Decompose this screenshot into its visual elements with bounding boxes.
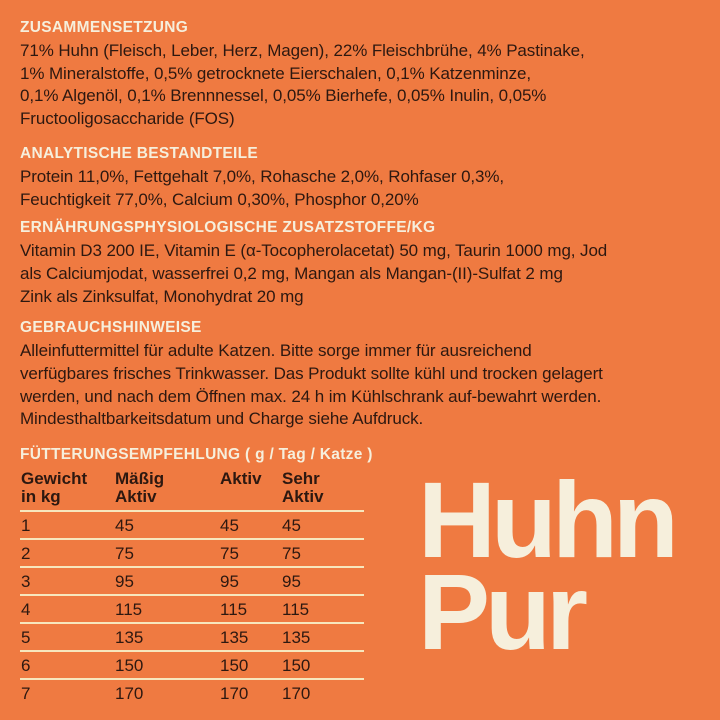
table-cell: 95 [220,572,239,592]
section-body-gebrauchshinweise [20,340,696,431]
section-body-analytische-bestandteile [20,166,696,211]
feeding-table-header [20,470,364,510]
column-header-aktiv: Aktiv [220,469,262,489]
table-cell: 170 [115,684,144,704]
table-cell: 6 [21,656,31,676]
product-name-line-2: Pur [418,551,584,672]
table-row [20,650,364,678]
table-cell: 2 [21,544,31,564]
text-line: 1% Mineralstoffe, 0,5% getrocknete Eierschalen, 0,1% Katzenminze, [20,63,532,83]
text-line: Alleinfuttermittel für adulte Katzen. Bitte sorge immer für ausreichend [20,341,532,361]
table-row [20,538,364,566]
table-cell: 4 [21,600,31,620]
text-line: Protein 11,0%, Fettgehalt 7,0%, Rohasche 2,0%, Rohfaser 0,3%, [20,166,505,186]
table-cell: 115 [282,600,310,620]
column-header-sehr-aktiv: Sehr Aktiv [282,469,324,506]
section-body-zusammensetzung [20,40,696,131]
text-line: 71% Huhn (Fleisch, Leber, Herz, Magen), 22% Fleischbrühe, 4% Pastinake, [20,41,585,60]
section-heading-gebrauchshinweise: GEBRAUCHSHINWEISE [20,319,202,337]
table-cell: 1 [21,516,31,536]
table-cell: 150 [115,656,144,676]
table-cell: 135 [220,628,249,648]
table-cell: 95 [282,572,301,592]
section-body-zusatzstoffe [20,240,696,308]
text-line: Feuchtigkeit 77,0%, Calcium 0,30%, Phosphor 0,20% [20,189,419,209]
text-line: Vitamin D3 200 IE, Vitamin E (α-Tocopherolacetat) 50 mg, Taurin 1000 mg, Jod [20,241,608,261]
table-cell: 45 [220,516,239,536]
text-line: Zink als Zinksulfat, Monohydrat 20 mg [20,286,304,306]
table-cell: 150 [220,656,249,676]
section-heading-fuetterungsempfehlung: FÜTTERUNGSEMPFEHLUNG ( g / Tag / Katze ) [20,446,373,464]
table-cell: 75 [115,544,134,564]
table-row [20,510,364,538]
product-name-line-1: Huhn [418,459,674,580]
table-cell: 3 [21,572,31,592]
table-cell: 115 [220,600,248,620]
table-cell: 150 [282,656,311,676]
section-heading-zusammensetzung: ZUSAMMENSETZUNG [20,19,189,36]
table-cell: 170 [282,684,311,704]
section-heading-analytische-bestandteile: ANALYTISCHE BESTANDTEILE [20,144,258,162]
table-cell: 135 [115,628,144,648]
column-header-maessig-aktiv: Mäßig Aktiv [115,469,165,506]
text-line: Fructooligosaccharide (FOS) [20,109,235,129]
table-row [20,622,364,650]
table-cell: 135 [282,628,311,648]
text-line: werden, und nach dem Öffnen max. 24 h im Kühlschrank auf-bewahrt werden. [20,386,602,406]
table-cell: 5 [21,628,31,648]
text-line: Mindesthaltbarkeitsdatum und Charge siehe Aufdruck. [20,409,424,429]
table-cell: 95 [115,572,134,592]
table-cell: 115 [115,600,143,620]
table-row [20,566,364,594]
table-cell: 170 [220,684,249,704]
column-header-gewicht: Gewicht in kg [21,469,88,506]
section-heading-zusatzstoffe: ERNÄHRUNGSPHYSIOLOGISCHE ZUSATZSTOFFE/KG [20,219,436,237]
table-cell: 45 [282,516,301,536]
text-line: 0,1% Algenöl, 0,1% Brennnessel, 0,05% Bierhefe, 0,05% Inulin, 0,05% [20,86,547,106]
product-name [418,459,674,672]
text-line: als Calciumjodat, wasserfrei 0,2 mg, Mangan als Mangan-(II)-Sulfat 2 mg [20,263,563,283]
table-cell: 7 [21,684,31,704]
feeding-table [20,470,364,706]
table-cell: 75 [220,544,239,564]
table-row [20,678,364,706]
table-row [20,594,364,622]
table-cell: 75 [282,544,301,564]
text-line: verfügbares frisches Trinkwasser. Das Produkt sollte kühl und trocken gelagert [20,364,603,384]
table-cell: 45 [115,516,134,536]
